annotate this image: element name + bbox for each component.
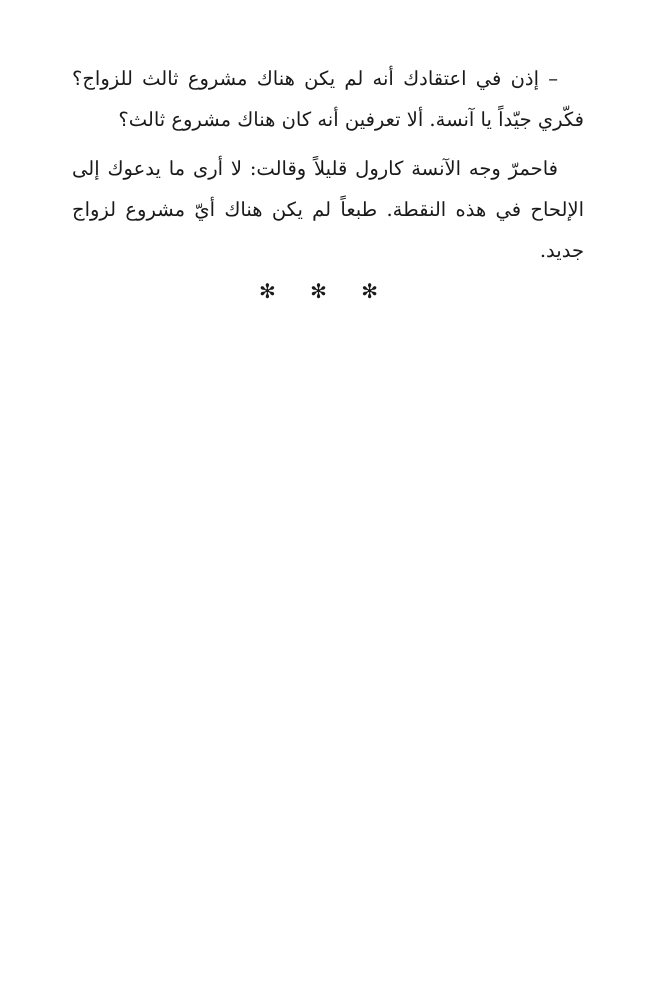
section-separator: ✻ ✻ ✻ (259, 279, 392, 303)
dialogue-paragraph: – إذن في اعتقادك أنه لم يكن هناك مشروع ثالث للزواج؟ فكّري جيّداً يا آنسة. ألا تعرفين أنه كان هناك مشروع ثالث؟ (72, 67, 584, 131)
narration-paragraph: فاحمرّ وجه الآنسة كارول قليلاً وقالت: لا أرى ما يدعوك إلى الإلحاح في هذه النقطة. طبعاً لم يكن هناك أيّ مشروع لزواج جديد. (72, 157, 584, 262)
page-body (72, 58, 584, 271)
